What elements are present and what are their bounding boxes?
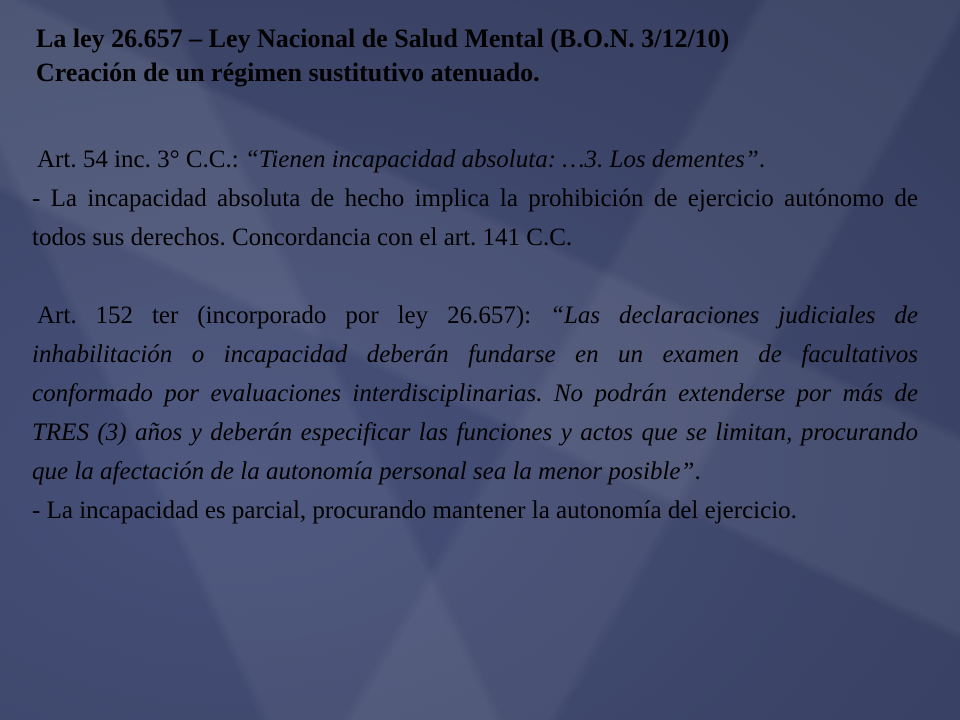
bullet-partial-incapacity: - La incapacidad es parcial, procurando mantener la autonomía del ejercicio. xyxy=(32,497,797,524)
art-152-paragraph xyxy=(32,296,918,491)
art-152-quote: “Las declaraciones judiciales de inhabilitación o incapacidad deberán fundarse en un examen de facultativos conformado por evaluaciones interdisciplinarias. No podrán extenderse por más de TRES (3) años y deberán especificar las funciones y actos que se limitan, procurando que la afectación de la autonomía personal sea la menor posible” xyxy=(32,302,918,485)
paragraph-spacer xyxy=(32,257,918,296)
art-54-tail: . xyxy=(758,146,766,173)
art-54-quote: “Tienen incapacidad absoluta: …3. Los dementes” xyxy=(244,146,759,173)
art-54-lead: Art. 54 inc. 3° C.C.: xyxy=(37,146,245,173)
title-line-2: Creación de un régimen sustitutivo atenuado. xyxy=(36,58,540,87)
slide-title xyxy=(36,22,926,90)
bullet-absolute-incapacity: - La incapacidad absoluta de hecho implica la prohibición de ejercicio autónomo de todos sus derechos. Concordancia con el art. 141 C.C. xyxy=(32,185,918,251)
art-152-lead: Art. 152 ter (incorporado por ley 26.657): xyxy=(37,302,551,329)
title-line-1: La ley 26.657 – Ley Nacional de Salud Mental (B.O.N. 3/12/10) xyxy=(36,24,730,53)
slide-body xyxy=(32,140,918,530)
art-54-paragraph xyxy=(32,140,918,179)
art-152-tail: . xyxy=(694,458,701,485)
